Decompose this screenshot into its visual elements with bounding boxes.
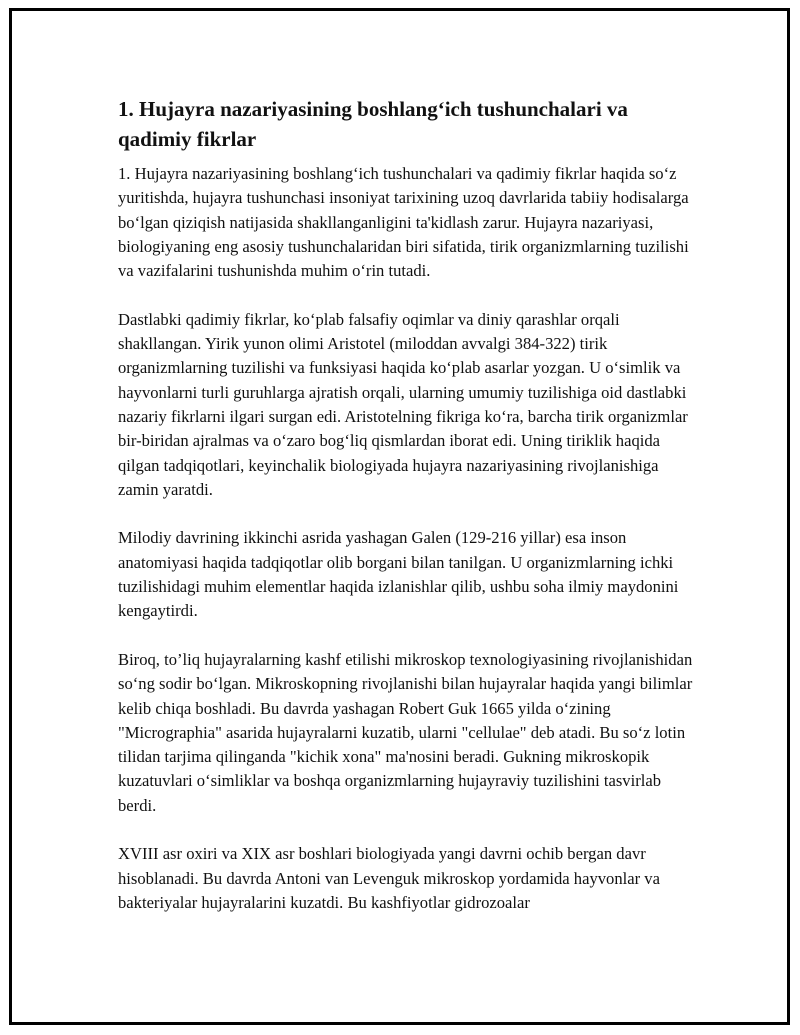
paragraph-intro: 1. Hujayra nazariyasining boshlang‘ich tushunchalari va qadimiy fikrlar haqida so‘z yuritishda, hujayra tushunchasi insoniyat tarixining uzoq davrlarida tabiiy hodisalarga bo‘lgan qiziqish natijasida shakllanganligini ta'kidlash zarur. Hujayra nazariyasi, biologiyaning eng asosiy tushunchalaridan biri sifatida, tirik organizmlarning tuzilishi va vazifalarini tushunishda muhim o‘rin tutadi. [118, 164, 689, 281]
paragraph-aristotle: Dastlabki qadimiy fikrlar, ko‘plab falsafiy oqimlar va diniy qarashlar orqali shakllangan. Yirik yunon olimi Aristotel (miloddan avvalgi 384-322) tirik organizmlarning tuzilishi va funksiyasi haqida ko‘plab asarlar yozgan. U o‘simlik va hayvonlarni turli guruhlarga ajratish orqali, ularning umumiy tuzilishiga oid dastlabki nazariy fikrlarni ilgari surgan edi. Aristotelning fikriga ko‘ra, barcha tirik organizmlar bir-biridan ajralmas va o‘zaro bog‘liq qismlardan iborat edi. Uning tiriklik haqida qilgan tadqiqotlari, keyinchalik biologiyada hujayra nazariyasining rivojlanishiga zamin yaratdi. [118, 309, 688, 499]
section-heading: 1. Hujayra nazariyasining boshlang‘ich tushunchalari va qadimiy fikrlar [118, 97, 628, 151]
document-body [118, 94, 693, 940]
paragraph-leeuwenhoek: XVIII asr oxiri va XIX asr boshlari biologiyada yangi davrni ochib bergan davr hisoblanadi. Bu davrda Antoni van Levenguk mikroskop yordamida hayvonlar va bakteriyalar hujayralarini kuzatdi. Bu kashfiyotlar gidrozoalar [118, 844, 660, 912]
paragraph-hooke: Biroq, to’liq hujayralarning kashf etilishi mikroskop texnologiyasining rivojlanishidan so‘ng sodir bo‘lgan. Mikroskopning rivojlanishi bilan hujayralar haqida yangi bilimlar kelib chiqa boshladi. Bu davrda yashagan Robert Guk 1665 yilda o‘zining "Micrographia" asarida hujayralarni kuzatib, ularni "cellulae" deb atadi. Bu so‘z lotin tilidan tarjima qilinganda "kichik xona" ma'nosini beradi. Gukning mikroskopik kuzatuvlari o‘simliklar va boshqa organizmlarning hujayraviy tuzilishini tasvirlab berdi. [118, 649, 693, 815]
paragraph-galen: Milodiy davrining ikkinchi asrida yashagan Galen (129-216 yillar) esa inson anatomiyasi haqida tadqiqotlar olib borgani bilan tanilgan. U organizmlarning ichki tuzilishidagi muhim elementlar haqida izlanishlar qilib, ushbu soha ilmiy maydonini kengaytirdi. [118, 528, 679, 621]
